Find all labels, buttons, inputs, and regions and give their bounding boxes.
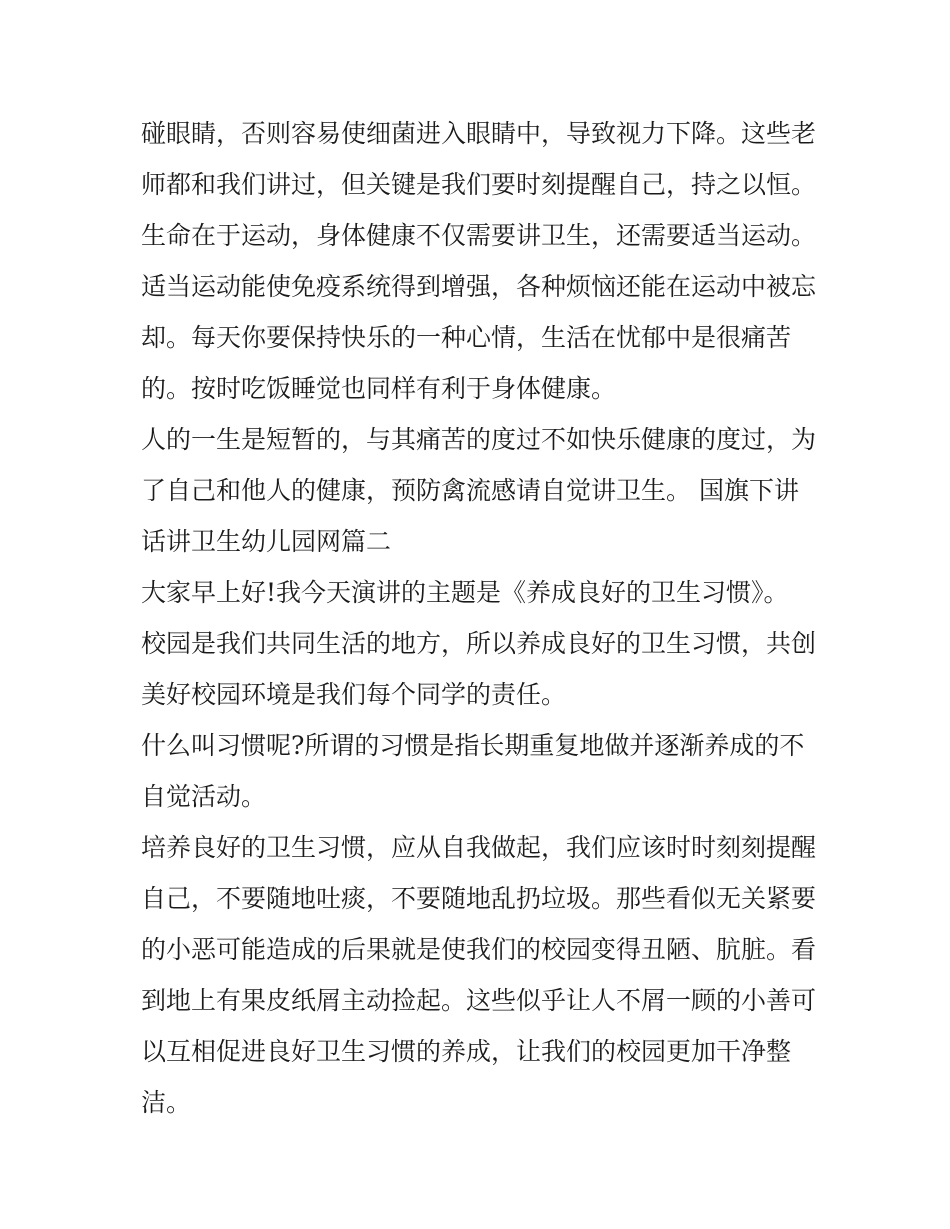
text-line: 适当运动能使免疫系统得到增强，各种烦恼还能在运动中被忘 — [141, 272, 817, 301]
text-line: 自觉活动。 — [141, 782, 267, 811]
text-line: 话讲卫生幼儿园网篇二 — [141, 527, 392, 556]
text-line: 大家早上好!我今天演讲的主题是《养成良好的卫生习惯》。 — [141, 578, 789, 607]
text-line: 培养良好的卫生习惯，应从自我做起，我们应该时时刻刻提醒 — [141, 833, 817, 862]
text-line: 的。按时吃饭睡觉也同样有利于身体健康。 — [141, 374, 617, 403]
text-line: 自己，不要随地吐痰，不要随地乱扔垃圾。那些看似无关紧要 — [141, 884, 817, 913]
text-line: 人的一生是短暂的，与其痛苦的度过不如快乐健康的度过，为 — [141, 425, 817, 454]
text-line: 校园是我们共同生活的地方，所以养成良好的卫生习惯，共创 — [141, 629, 817, 658]
text-line: 美好校园环境是我们每个同学的责任。 — [141, 680, 567, 709]
text-line: 师都和我们讲过，但关键是我们要时刻提醒自己，持之以恒。 — [141, 170, 817, 199]
text-line: 以互相促进良好卫生习惯的养成，让我们的校园更加干净整 — [141, 1037, 792, 1066]
text-line: 什么叫习惯呢?所谓的习惯是指长期重复地做并逐渐养成的不 — [141, 731, 805, 760]
text-line: 洁。 — [141, 1088, 192, 1117]
text-line: 了自己和他人的健康，预防禽流感请自觉讲卫生。 国旗下讲 — [141, 476, 799, 505]
body-text — [141, 108, 821, 1128]
text-line: 的小恶可能造成的后果就是使我们的校园变得丑陋、肮脏。看 — [141, 935, 817, 964]
text-line: 生命在于运动，身体健康不仅需要讲卫生，还需要适当运动。 — [141, 221, 817, 250]
text-line: 到地上有果皮纸屑主动捡起。这些似乎让人不屑一顾的小善可 — [141, 986, 817, 1015]
text-line: 碰眼睛，否则容易使细菌进入眼睛中，导致视力下降。这些老 — [141, 119, 817, 148]
text-line: 却。每天你要保持快乐的一种心情，生活在忧郁中是很痛苦 — [141, 323, 792, 352]
